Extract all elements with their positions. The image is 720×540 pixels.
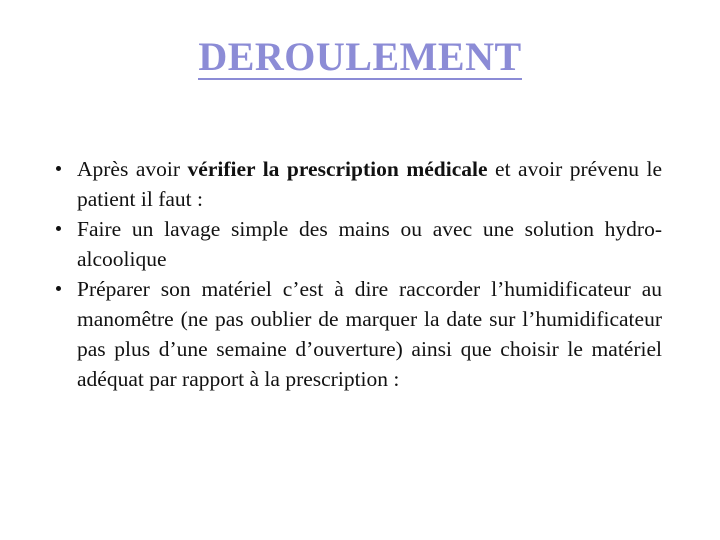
bullet-item-1 xyxy=(56,154,662,214)
slide-title xyxy=(0,32,720,82)
bullet-dot-icon xyxy=(56,226,61,231)
bullet-item-2 xyxy=(56,214,662,274)
bullet-1-text-bold: vérifier la prescription médicale xyxy=(187,157,488,181)
bullet-3-text: Préparer son matériel c’est à dire raccorder l’humidificateur au manomêtre (ne pas oublier de marquer la date sur l’humidificateur pas plus d’une semaine d’ouverture) ainsi que choisir le matériel adéquat par rapport à la prescription : xyxy=(77,277,662,391)
slide-title-text: DEROULEMENT xyxy=(198,34,522,79)
bullet-item-3 xyxy=(56,274,662,394)
bullet-1-text-before: Après avoir xyxy=(77,157,188,181)
bullet-2-text: Faire un lavage simple des mains ou avec une solution hydro-alcoolique xyxy=(77,217,662,271)
bullet-list xyxy=(56,154,662,394)
bullet-dot-icon xyxy=(56,286,61,291)
bullet-1-text-after: et avoir prévenu le patient il faut : xyxy=(77,157,663,211)
bullet-dot-icon xyxy=(56,166,61,171)
